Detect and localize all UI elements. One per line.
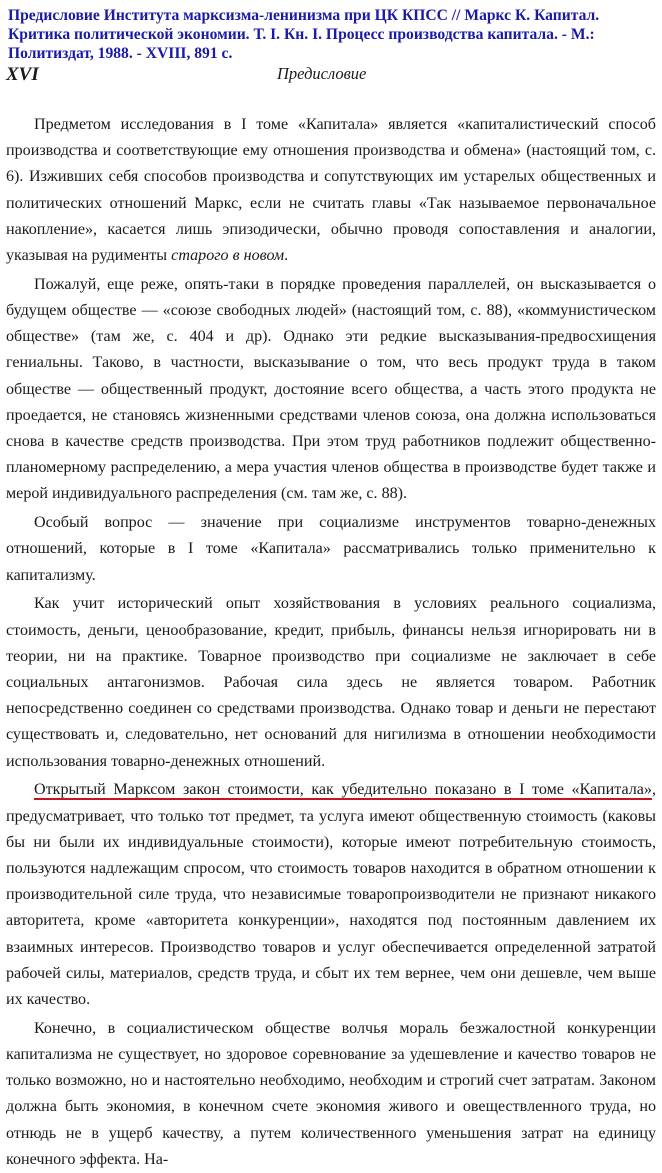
page-number: XVI (6, 64, 39, 85)
body-text (6, 112, 656, 1173)
paragraph-socialist-competition: Конечно, в социалистическом обществе волчья мораль безжалостной конкуренции капитализма не существует, но здоровое соревнование за удешевление и качество товаров не только возможно, но и настоятельно необходимо, необходим и строгий счет затратам. Законом должна быть экономия, в конечном счете экономия живого и овеществленного труда, но отнюдь не в ущерб качеству, а путем количественного уменьшения затрат на единицу конечного эффекта. На- (6, 1019, 656, 1168)
paragraph-law-of-value (6, 777, 656, 1013)
paragraph-tail: . (284, 247, 289, 265)
paragraph-text: , предусматривает, что только тот предмет, та услуга имеют общественную стоимость (каковы бы ни были их индивидуальные стоимости), которые имеют потребительную стоимость, пользуются надлежащим спросом, что стоимость товаров находится в обратном отношении к производительной силе труда, что независимые товаропроизводители не признают никакого авторитета, кроме «авторитета конкуренции», находятся под постоянным давлением их взаимных интересов. Производство товаров и услуг обеспечивается определенной затратой рабочей силы, материалов, средств труда, и сбыт их тем вернее, чем они дешевле, чем выше их качество. (6, 781, 656, 1009)
paragraph-text: Предметом исследования в I томе «Капитала» является «капиталистический способ производства и соответствующие ему отношения производства и обмена» (настоящий том, с. 6). Изживших себя способов производства и сопутствующих им устарелых общественных и политических отношений Маркс, если не считать главы «Так называемое первоначальное накопление», касается лишь эпизодически, обычно проводя сопоставления и аналогии, указывая на рудименты (6, 116, 656, 265)
paragraph-future-society: Пожалуй, еще реже, опять-таки в порядке проведения параллелей, он высказывается о будущем обществе — «союзе свободных людей» (настоящий том, с. 88), «коммунистическом обществе» (там же, с. 404 и др). Однако эти редкие высказывания-предвосхищения гениальны. Таково, в частности, высказывание о том, что весь продукт труда в таком обществе — общественный продукт, достояние всего общества, а часть этого продукта не проедается, не становясь жизненными средствами членов союза, она должна использоваться снова в качестве средств производства. При этом труд работников подлежит общественно-планомерному распределению, а мера участия членов общества в производстве будет также и мерой индивидуального распределения (см. там же, с. 88). (6, 275, 656, 503)
running-head (6, 64, 656, 86)
citation-header: Предисловие Института марксизма-ленинизма при ЦК КПСС // Маркс К. Капитал. Критика политической экономии. Т. I. Кн. I. Процесс производства капитала. - М.: Политиздат, 1988. - XVIII, 891 с. (8, 7, 600, 62)
paragraph-subject (6, 112, 656, 269)
paragraph-special-question: Особый вопрос — значение при социализме инструментов товарно-денежных отношений, которые в I томе «Капитала» рассматривались только применительно к капитализму. (6, 514, 656, 584)
emphasis-old-in-new: старого в новом (171, 247, 285, 265)
section-title: Предисловие (277, 64, 367, 83)
paragraph-historical-experience: Как учит исторический опыт хозяйствования в условиях реального социализма, стоимость, деньги, ценообразование, кредит, прибыль, финансы нельзя игнорировать ни в теории, ни на практике. Товарное производство при социализме не заключает в себе социальных антагонизмов. Рабочая сила здесь не является товаром. Работник непосредственно соединен со средствами производства. Однако товар и деньги не перестают существовать и, следовательно, нет оснований для нигилизма в отношении необходимости использования товарно-денежных отношений. (6, 595, 656, 770)
underlined-phrase: Открытый Марксом закон стоимости, как убедительно показано в I томе «Капитала» (34, 781, 652, 799)
